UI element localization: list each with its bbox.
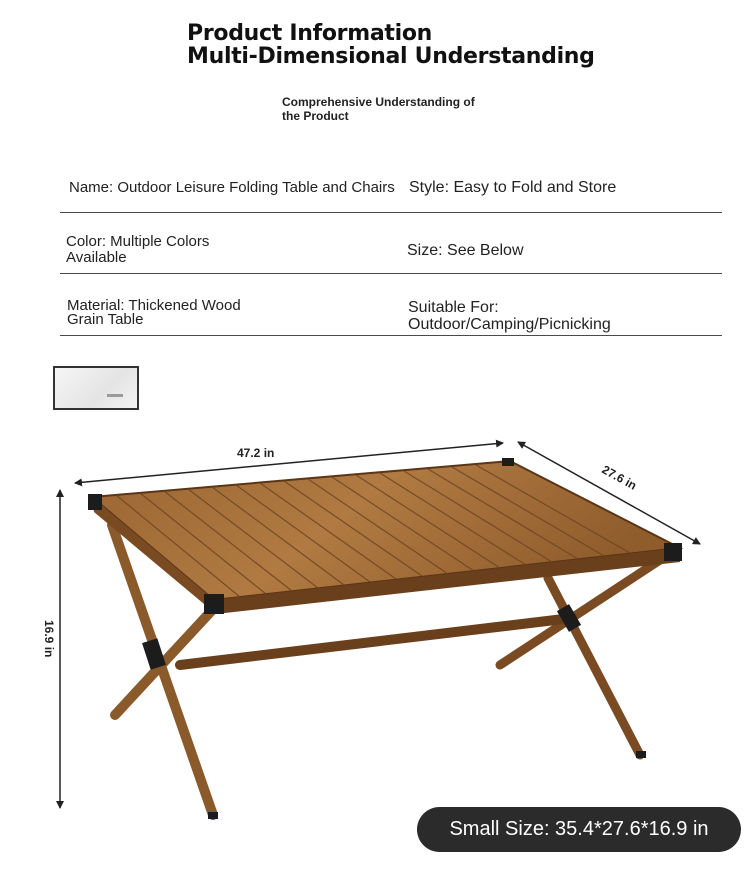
- page-title: [187, 22, 595, 68]
- height-label: 16.9 in: [42, 620, 56, 658]
- info-suitable: [408, 299, 611, 333]
- info-size: Size: See Below: [407, 242, 524, 259]
- info-name: Name: Outdoor Leisure Folding Table and Chairs: [69, 180, 395, 196]
- info-material: Material: Thickened Wood Grain Table: [67, 297, 241, 328]
- title-line-1: Product Information: [187, 21, 433, 46]
- info-style: Style: Easy to Fold and Store: [409, 179, 617, 196]
- row-divider: [60, 273, 722, 274]
- row-divider: [60, 335, 722, 336]
- info-color: Color: Multiple Colors Available: [66, 233, 210, 266]
- info-suitable-label: Suitable For:: [408, 299, 499, 316]
- info-suitable-value: Outdoor/Camping/Picnicking: [408, 316, 611, 333]
- subtitle: Comprehensive Understanding of the Product: [282, 95, 475, 123]
- width-label: 27.6 in: [599, 462, 640, 493]
- table-dimension-figure: [0, 420, 750, 820]
- color-swatch-image: [53, 366, 139, 410]
- row-divider: [60, 212, 722, 213]
- title-line-2: Multi-Dimensional Understanding: [187, 44, 595, 69]
- length-label: 47.2 in: [237, 446, 275, 460]
- size-badge: Small Size: 35.4*27.6*16.9 in: [417, 807, 741, 852]
